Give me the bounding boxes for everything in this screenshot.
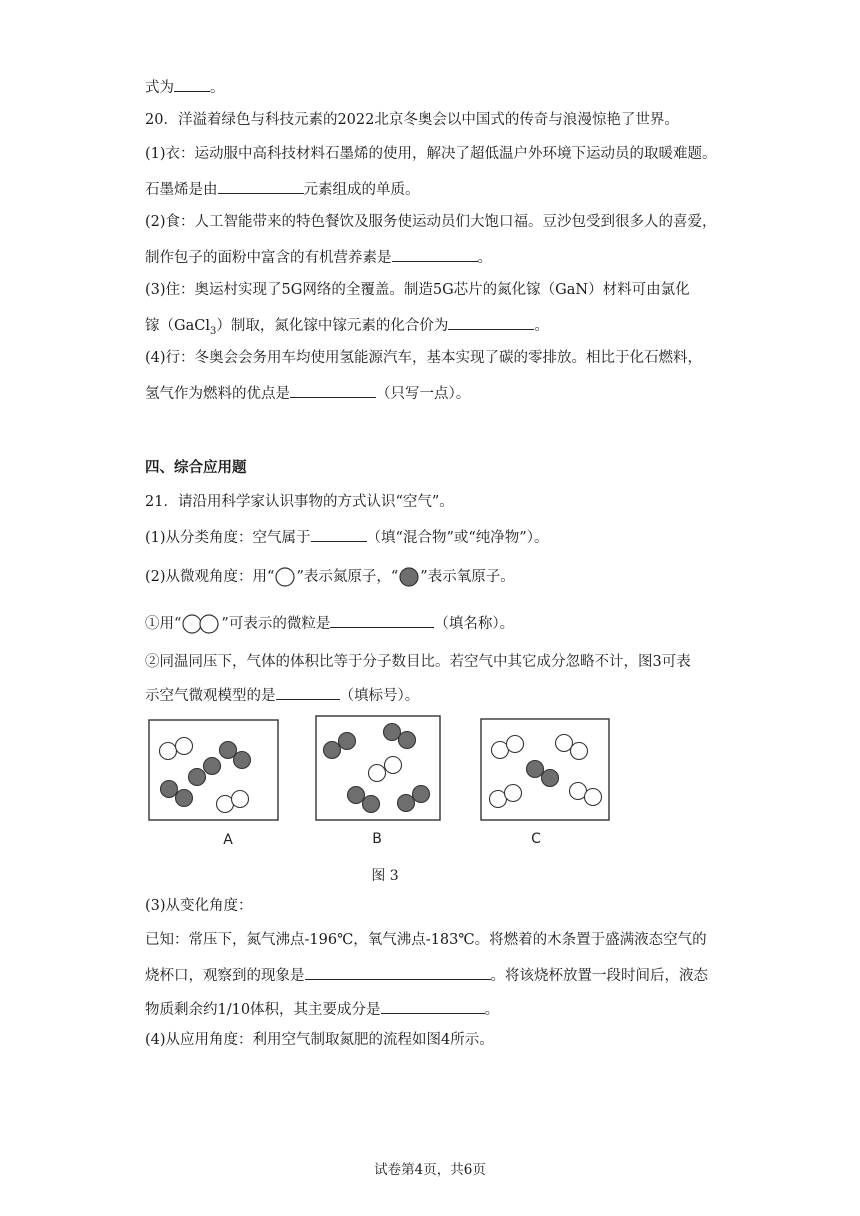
n-atom	[571, 743, 588, 760]
n-atom	[556, 735, 573, 752]
panel-a	[149, 720, 278, 820]
q20-part1-question	[145, 178, 420, 200]
n-atom	[492, 742, 509, 759]
q19-end: 。	[210, 80, 225, 96]
o-atom	[363, 796, 380, 813]
figure-3-diagram	[140, 710, 660, 890]
o-atom	[189, 769, 206, 786]
q21-part3-question2	[145, 998, 499, 1020]
o-atom	[348, 787, 365, 804]
q20-p4-suffix: （只写一点）。	[376, 386, 471, 402]
q19-text: 式为	[145, 80, 174, 96]
q20-p3-prefix: 镓（GaCl	[145, 318, 210, 334]
q20-p4-prefix: 氢气作为燃料的优点是	[145, 386, 290, 402]
n-atom	[585, 789, 602, 806]
q21-sub2-question	[145, 684, 419, 706]
o-atom	[542, 770, 559, 787]
q21-p3-suffix: 。	[484, 1002, 500, 1018]
page-footer: 试卷第4页，共6页	[374, 1162, 486, 1178]
o-atom	[204, 758, 221, 775]
q21-part2	[145, 566, 515, 588]
q20-p3-mid: ）制取，氮化镓中镓元素的化合价为	[216, 318, 449, 334]
q21-stem: 21．请沿用科学家认识事物的方式认识“空气”。	[145, 494, 454, 510]
q21-c2-blank[interactable]	[276, 684, 340, 700]
q20-stem: 20．洋溢着绿色与科技元素的2022北京冬奥会以中国式的传奇与浪漫惊艳了世界。	[145, 112, 679, 128]
n-atom	[570, 783, 587, 800]
q19-blank[interactable]	[174, 76, 210, 92]
panel-c-label: C	[531, 831, 541, 847]
q20-p1-suffix: 元素组成的单质。	[303, 182, 420, 198]
q21-p2-suffix: ”表示氧原子。	[420, 569, 515, 585]
o-atom	[339, 733, 356, 750]
q21-sub1	[145, 612, 514, 635]
q21-c2-prefix: 示空气微观模型的是	[145, 688, 276, 704]
nitrogen-molecule-icon	[181, 613, 221, 635]
q21-part3-text: 已知：常压下，氮气沸点-196℃，氧气沸点-183℃。将燃着的木条置于盛满液态空气的	[145, 932, 707, 948]
q21-p1-suffix: （填“混合物”或“纯净物”）。	[366, 530, 549, 546]
nitrogen-atom-icon	[274, 566, 296, 588]
q21-part3-question1	[145, 964, 708, 986]
n-atom	[369, 765, 386, 782]
panel-b	[316, 716, 440, 820]
q21-p3-mid: 。将该烧杯放置一段时间后，液态	[490, 968, 708, 984]
q21-p3-prefix2: 物质剩余约1/10体积，其主要成分是	[145, 1002, 381, 1018]
q21-c2-suffix: （填标号）。	[339, 688, 420, 704]
n-atom	[217, 796, 234, 813]
n-atom	[490, 791, 507, 808]
n-atom	[507, 736, 524, 753]
panel-b-label: B	[372, 831, 382, 847]
n-atom	[160, 743, 177, 760]
o-atom	[399, 732, 416, 749]
o-atom	[161, 781, 178, 798]
q21-part3-title: (3)从变化角度：	[145, 898, 253, 914]
q20-p2-prefix: 制作包子的面粉中富含的有机营养素是	[145, 250, 392, 266]
q21-p3-blank2[interactable]	[381, 998, 485, 1014]
q20-p3-blank[interactable]	[448, 314, 534, 330]
oxygen-atom-icon	[398, 566, 420, 588]
n-atom	[176, 738, 193, 755]
q21-sub2-text: ②同温同压下，气体的体积比等于分子数目比。若空气中其它成分忽略不计，图3可表	[145, 654, 691, 670]
panel-c	[481, 719, 609, 820]
q21-p1-blank[interactable]	[311, 526, 367, 542]
q20-part3-question	[145, 314, 549, 342]
n-atom	[505, 785, 522, 802]
panel-a-label: A	[223, 832, 233, 848]
q20-part2-question	[145, 246, 492, 268]
q20-part1-text: (1)衣：运动服中高科技材料石墨烯的使用，解决了超低温户外环境下运动员的取暖难题。	[145, 146, 717, 162]
q21-c1-suffix: （填名称）。	[434, 616, 515, 632]
q21-p3-prefix1: 烧杯口，观察到的现象是	[145, 968, 305, 984]
o-atom	[176, 790, 193, 807]
figure-caption: 图 3	[371, 868, 399, 884]
q19-answer-line	[145, 76, 225, 98]
o-atom	[234, 752, 251, 769]
q20-part3-text: (3)住：奥运村实现了5G网络的全覆盖。制造5G芯片的氮化镓（GaN）材料可由氯化	[145, 282, 690, 298]
q20-part4-question	[145, 382, 470, 404]
q21-part1	[145, 526, 548, 548]
section-title: 四、综合应用题	[145, 460, 247, 476]
q21-p1-prefix: (1)从分类角度：空气属于	[145, 530, 311, 546]
o-atom	[527, 761, 544, 778]
n-atom	[232, 791, 249, 808]
q21-part4: (4)从应用角度：利用空气制取氮肥的流程如图4所示。	[145, 1032, 494, 1048]
q21-p2-prefix: (2)从微观角度：用“	[145, 569, 275, 585]
q21-c1-prefix: ①用“	[145, 616, 182, 632]
o-atom	[413, 786, 430, 803]
q20-part4-text: (4)行：冬奥会会务用车均使用氢能源汽车，基本实现了碳的零排放。相比于化石燃料，	[145, 350, 703, 366]
o-atom	[384, 724, 401, 741]
q20-p2-blank[interactable]	[392, 246, 478, 262]
o-atom	[324, 742, 341, 759]
n-atom	[385, 757, 402, 774]
q20-p2-suffix: 。	[477, 250, 492, 266]
q21-c1-blank[interactable]	[330, 612, 434, 628]
q20-p4-blank[interactable]	[290, 382, 376, 398]
q20-p3-suffix: 。	[534, 318, 549, 334]
q21-c1-mid: ”可表示的微粒是	[221, 616, 331, 632]
q20-p1-prefix: 石墨烯是由	[145, 182, 218, 198]
o-atom	[398, 795, 415, 812]
q20-part2-text: (2)食：人工智能带来的特色餐饮及服务使运动员们大饱口福。豆沙包受到很多人的喜爱，	[145, 214, 717, 230]
q21-p2-mid: ”表示氮原子，“	[296, 569, 399, 585]
q20-p1-blank[interactable]	[218, 178, 304, 194]
q21-p3-blank1[interactable]	[305, 964, 491, 980]
q20-p3-subscript: 3	[209, 325, 217, 337]
